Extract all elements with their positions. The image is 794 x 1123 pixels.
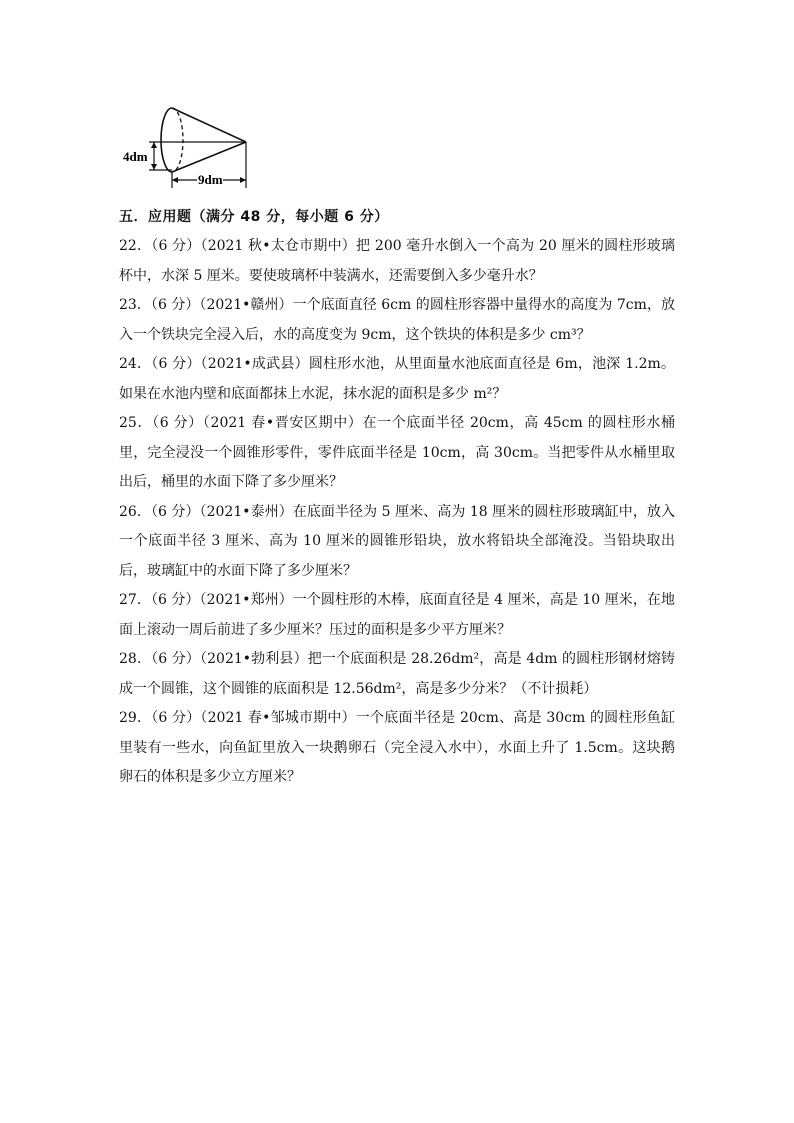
length-arrow-right xyxy=(240,177,246,183)
question-28: 28．（6 分）（2021•勃利县）把一个底面积是 28.26dm²，高是 4dm 的圆柱形钢材熔铸成一个圆锥，这个圆锥的底面积是 12.56dm²，高是多少分米？（不计损耗） xyxy=(119,651,675,697)
length-arrow-left xyxy=(172,177,178,183)
length-label: 9dm xyxy=(198,172,223,187)
section-title: 五．应用题（满分 48 分，每小题 6 分） xyxy=(119,209,389,225)
question-27: 27．（6 分）（2021•郑州）一个圆柱形的木棒，底面直径是 4 厘米，高是 10 厘米，在地面上滚动一周后前进了多少厘米？压过的面积是多少平方厘米？ xyxy=(119,592,675,638)
question-22: 22．（6 分）（2021 秋•太仓市期中）把 200 毫升水倒入一个高为 20 厘米的圆柱形玻璃杯中，水深 5 厘米。要使玻璃杯中装满水，还需要倒入多少毫升水？ xyxy=(119,238,675,284)
question-23: 23．（6 分）（2021•赣州）一个底面直径 6cm 的圆柱形容器中量得水的高度为 7cm，放入一个铁块完全浸入后，水的高度变为 9cm，这个铁块的体积是多少 cm³？ xyxy=(119,297,675,343)
question-list xyxy=(119,232,675,793)
height-arrow-down xyxy=(151,164,157,170)
cone-base-front-arc xyxy=(161,108,172,172)
cone-base-hidden-arc xyxy=(172,108,183,172)
question-25: 25．（6 分）（2021 春•晋安区期中）在一个底面半径 20cm，高 45cm 的圆柱形水桶里，完全浸没一个圆锥形零件，零件底面半径是 10cm，高 30cm。当把零件从水桶里取出后，桶里的水面下降了多少厘米？ xyxy=(119,415,675,490)
cone-figure xyxy=(115,100,265,192)
height-arrow-up xyxy=(151,142,157,148)
question-26: 26．（6 分）（2021•泰州）在底面半径为 5 厘米、高为 18 厘米的圆柱形玻璃缸中，放入一个底面半径 3 厘米、高为 10 厘米的圆锥形铅块，放水将铅块全部淹没。当铅块取出后，玻璃缸中的水面下降了多少厘米？ xyxy=(119,503,675,579)
cone-upper-slant xyxy=(172,108,246,142)
question-29: 29．（6 分）（2021 春•邹城市期中）一个底面半径是 20cm、高是 30cm 的圆柱形鱼缸里装有一些水，向鱼缸里放入一块鹅卵石（完全浸入水中），水面上升了 1.5cm。这块鹅卵石的体积是多少立方厘米？ xyxy=(119,710,675,785)
cone-diagram xyxy=(115,100,265,192)
question-24: 24．（6 分）（2021•成武县）圆柱形水池，从里面量水池底面直径是 6m，池深 1.2m。如果在水池内壁和底面都抹上水泥，抹水泥的面积是多少 m²？ xyxy=(119,356,675,402)
height-label: 4dm xyxy=(123,149,148,164)
